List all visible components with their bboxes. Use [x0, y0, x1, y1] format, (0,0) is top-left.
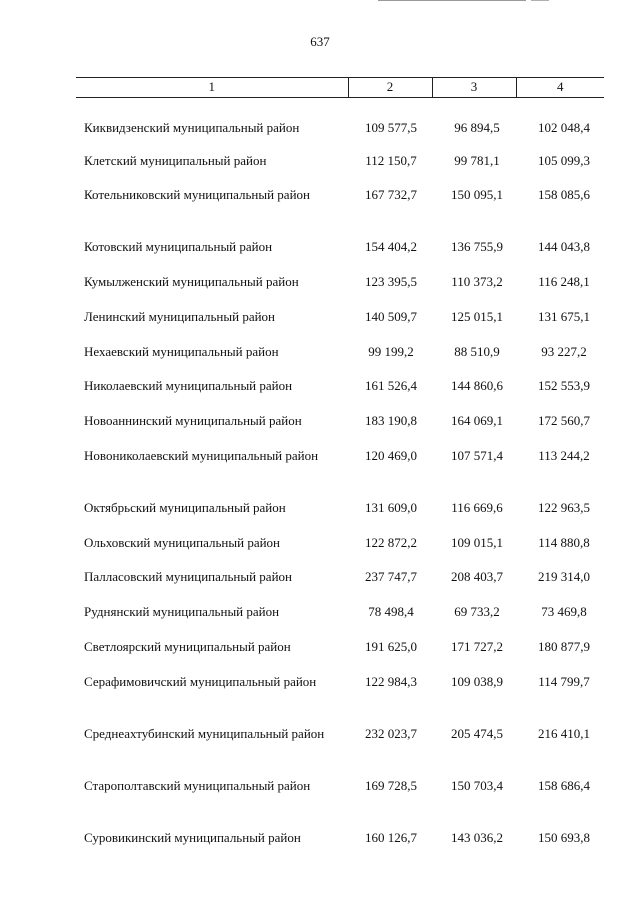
value-col-3: 88 510,9	[454, 344, 500, 359]
value-col-2: 161 526,4	[365, 378, 417, 393]
top-rule-tick	[531, 0, 549, 1]
value-col-3: 99 781,1	[454, 153, 500, 168]
value-col-2: 120 469,0	[365, 448, 417, 463]
column-header-4: 4	[516, 78, 604, 98]
district-name: Новоаннинский муниципальный район	[84, 413, 302, 428]
district-name: Котельниковский муниципальный район	[84, 187, 310, 202]
value-col-3: 208 403,7	[451, 569, 503, 584]
value-col-4: 131 675,1	[538, 309, 590, 324]
top-rule	[378, 0, 526, 1]
value-col-4: 113 244,2	[538, 448, 590, 463]
district-name: Старополтавский муниципальный район	[84, 778, 311, 793]
value-col-3: 143 036,2	[451, 830, 503, 845]
district-name: Клетский муниципальный район	[84, 153, 267, 168]
value-col-3: 125 015,1	[451, 309, 503, 324]
value-col-2: 112 150,7	[365, 153, 417, 168]
district-name: Котовский муниципальный район	[84, 239, 273, 254]
value-col-3: 109 015,1	[451, 535, 503, 550]
value-col-4: 219 314,0	[538, 569, 590, 584]
column-header-3: 3	[432, 78, 516, 98]
value-col-2: 169 728,5	[365, 778, 417, 793]
value-col-2: 122 872,2	[365, 535, 417, 550]
value-col-3: 116 669,6	[451, 500, 503, 515]
value-col-4: 144 043,8	[538, 239, 590, 254]
value-col-4: 158 085,6	[538, 187, 590, 202]
district-name: Кумылженский муниципальный район	[84, 274, 299, 289]
value-col-3: 109 038,9	[451, 674, 503, 689]
value-col-2: 191 625,0	[365, 639, 417, 654]
value-col-4: 114 880,8	[538, 535, 590, 550]
value-col-2: 131 609,0	[365, 500, 417, 515]
page-number: 637	[310, 34, 330, 49]
district-name: Новониколаевский муниципальный район	[84, 448, 319, 463]
district-name: Светлоярский муниципальный район	[84, 639, 291, 654]
column-header-2: 2	[348, 78, 432, 98]
value-col-3: 164 069,1	[451, 413, 503, 428]
value-col-3: 144 860,6	[451, 378, 503, 393]
value-col-4: 172 560,7	[538, 413, 590, 428]
value-col-2: 154 404,2	[365, 239, 417, 254]
district-name: Ольховский муниципальный район	[84, 535, 281, 550]
value-col-2: 122 984,3	[365, 674, 417, 689]
value-col-4: 93 227,2	[541, 344, 587, 359]
value-col-3: 107 571,4	[451, 448, 503, 463]
value-col-2: 167 732,7	[365, 187, 417, 202]
value-col-4: 180 877,9	[538, 639, 590, 654]
value-col-4: 216 410,1	[538, 726, 590, 741]
district-name: Октябрьский муниципальный район	[84, 500, 286, 515]
value-col-2: 109 577,5	[365, 120, 417, 135]
column-header-table	[76, 77, 604, 98]
value-col-3: 150 703,4	[451, 778, 503, 793]
value-col-3: 171 727,2	[451, 639, 503, 654]
column-header-1: 1	[76, 78, 348, 98]
value-col-4: 114 799,7	[538, 674, 590, 689]
district-name: Ленинский муниципальный район	[84, 309, 276, 324]
value-col-2: 140 509,7	[365, 309, 417, 324]
value-col-2: 160 126,7	[365, 830, 417, 845]
district-name: Нехаевский муниципальный район	[84, 344, 279, 359]
district-name: Суровикинский муниципальный район	[84, 830, 301, 845]
district-name: Руднянский муниципальный район	[84, 604, 280, 619]
district-name: Серафимовичский муниципальный район	[84, 674, 317, 689]
value-col-3: 205 474,5	[451, 726, 503, 741]
value-col-2: 232 023,7	[365, 726, 417, 741]
value-col-4: 150 693,8	[538, 830, 590, 845]
column-header-row	[76, 78, 604, 98]
value-col-2: 78 498,4	[368, 604, 414, 619]
value-col-2: 183 190,8	[365, 413, 417, 428]
value-col-4: 158 686,4	[538, 778, 590, 793]
value-col-3: 150 095,1	[451, 187, 503, 202]
district-name: Николаевский муниципальный район	[84, 378, 293, 393]
value-col-3: 110 373,2	[451, 274, 503, 289]
value-col-2: 123 395,5	[365, 274, 417, 289]
district-name: Киквидзенский муниципальный район	[84, 120, 300, 135]
value-col-3: 136 755,9	[451, 239, 503, 254]
value-col-3: 69 733,2	[454, 604, 500, 619]
value-col-2: 99 199,2	[368, 344, 414, 359]
value-col-4: 116 248,1	[538, 274, 590, 289]
value-col-4: 102 048,4	[538, 120, 590, 135]
district-name: Среднеахтубинский муниципальный район	[84, 726, 325, 741]
value-col-3: 96 894,5	[454, 120, 500, 135]
value-col-4: 122 963,5	[538, 500, 590, 515]
value-col-4: 152 553,9	[538, 378, 590, 393]
value-col-2: 237 747,7	[365, 569, 417, 584]
value-col-4: 105 099,3	[538, 153, 590, 168]
value-col-4: 73 469,8	[541, 604, 587, 619]
district-name: Палласовский муниципальный район	[84, 569, 292, 584]
